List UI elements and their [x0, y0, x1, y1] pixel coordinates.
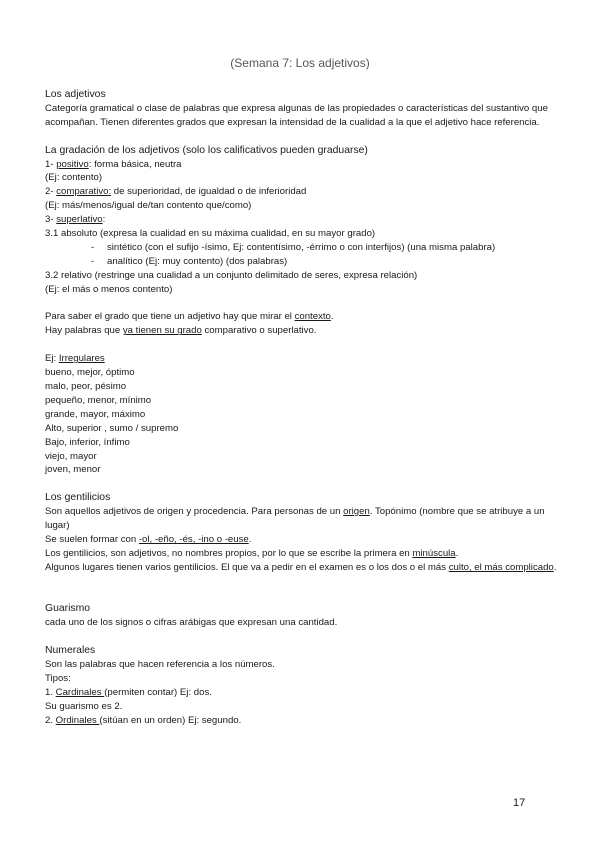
numerales-ordinales: 2. Ordinales (sitúan en un orden) Ej: segundo. [45, 714, 242, 726]
gradacion-comparativo-example: (Ej: más/menos/igual de/tan contento que/como) [45, 200, 252, 212]
numerales-cardinales: 1. Cardinales (permiten contar) Ej: dos. [45, 686, 212, 698]
list-item: bueno, mejor, óptimo [45, 367, 135, 379]
gradacion-sintetico: - sintético (con el sufijo -ísimo, Ej: contentísimo, -érrimo o con interfijos) (una misma palabra) [91, 241, 496, 253]
gradacion-positivo-example: (Ej: contento) [45, 172, 103, 184]
term-ordinales: Ordinales [55, 714, 100, 726]
gradacion-relativo-example: (Ej: el más o menos contento) [45, 283, 173, 295]
numerales-tipos: Tipos: [45, 672, 71, 684]
term-positivo: positivo [56, 158, 89, 170]
section-heading-guarismo: Guarismo [45, 603, 91, 615]
list-item: malo, peor, pésimo [45, 380, 127, 392]
page-number: 17 [513, 797, 526, 809]
section-heading-numerales: Numerales [45, 645, 96, 657]
section-heading-adjetivos: Los adjetivos [45, 89, 106, 100]
term-irregulares: Irregulares [58, 353, 105, 365]
list-item: pequeño, menor, mínimo [45, 394, 152, 406]
irregulares-heading: Ej: Irregulares [45, 353, 105, 365]
list-item: grande, mayor, máximo [45, 408, 146, 420]
gentilicios-p3: Los gentilicios, son adjetivos, no nombres propios, por lo que se escribe la primera en minúscula. [45, 547, 459, 559]
document-body [45, 88, 565, 728]
bullet-dash: - [91, 241, 95, 253]
term-minuscula: minúscula [412, 547, 456, 559]
guarismo-definition: cada uno de los signos o cifras arábigas que expresan una cantidad. [45, 617, 338, 629]
gradacion-superlativo: 3- superlativo: [45, 214, 106, 226]
term-comparativo: comparativo: [56, 186, 112, 198]
adjetivos-definition: Categoría gramatical o clase de palabras que expresa algunas de las propiedades o características del sustantivo que acompañan. Tienen diferentes grados que expresan la intensidad de la cualidad a la que el adjetivo hace referencia. [45, 102, 548, 128]
gradacion-positivo: 1- positivo: forma básica, neutra [45, 158, 182, 170]
numerales-guarismo-example: Su guarismo es 2. [45, 700, 123, 712]
contexto-line-1: Para saber el grado que tiene un adjetivo hay que mirar el contexto. [45, 311, 334, 323]
list-item: Bajo, inferior, ínfimo [45, 436, 130, 448]
gradacion-analitico: - analítico (Ej: muy contento) (dos palabras) [91, 255, 288, 267]
bullet-dash: - [91, 255, 95, 267]
gradacion-absoluto: 3.1 absoluto (expresa la cualidad en su máxima cualidad, en su mayor grado) [45, 228, 376, 240]
list-item: viejo, mayor [45, 450, 97, 462]
term-sufijos: -ol, -eño, -és, -ino o -euse [138, 533, 249, 545]
term-superlativo: superlativo [56, 214, 103, 226]
term-cardinales: Cardinales [55, 686, 105, 698]
section-heading-gentilicios: Los gentilicios [45, 492, 111, 504]
gradacion-relativo: 3.2 relativo (restringe una cualidad a un conjunto delimitado de seres, expresa relación) [45, 269, 418, 281]
gentilicios-p1: Son aquellos adjetivos de origen y procedencia. Para personas de un origen. Topónimo (nombre que se atribuye a un lugar) [45, 506, 545, 532]
term-ya-tienen-su-grado: ya tienen su grado [122, 325, 202, 337]
term-origen: origen [343, 506, 370, 518]
list-item: joven, menor [45, 464, 101, 476]
gradacion-comparativo: 2- comparativo: de superioridad, de igualdad o de inferioridad [45, 186, 307, 198]
page-title: (Semana 7: Los adjetivos) [230, 56, 370, 70]
gentilicios-p4: Algunos lugares tienen varios gentilicios. El que va a pedir en el examen es o los dos o el más culto, el más complicado. [45, 561, 557, 573]
term-culto-complicado: culto, el más complicado [448, 561, 554, 573]
gentilicios-p2: Se suelen formar con -ol, -eño, -és, -ino o -euse. [45, 533, 252, 545]
term-contexto: contexto [294, 311, 331, 323]
numerales-definition: Son las palabras que hacen referencia a los números. [45, 659, 275, 671]
section-heading-gradacion: La gradación de los adjetivos (solo los calificativos pueden graduarse) [45, 144, 368, 156]
contexto-line-2: Hay palabras que ya tienen su grado comparativo o superlativo. [45, 325, 317, 337]
list-item: Alto, superior , sumo / supremo [45, 422, 179, 434]
